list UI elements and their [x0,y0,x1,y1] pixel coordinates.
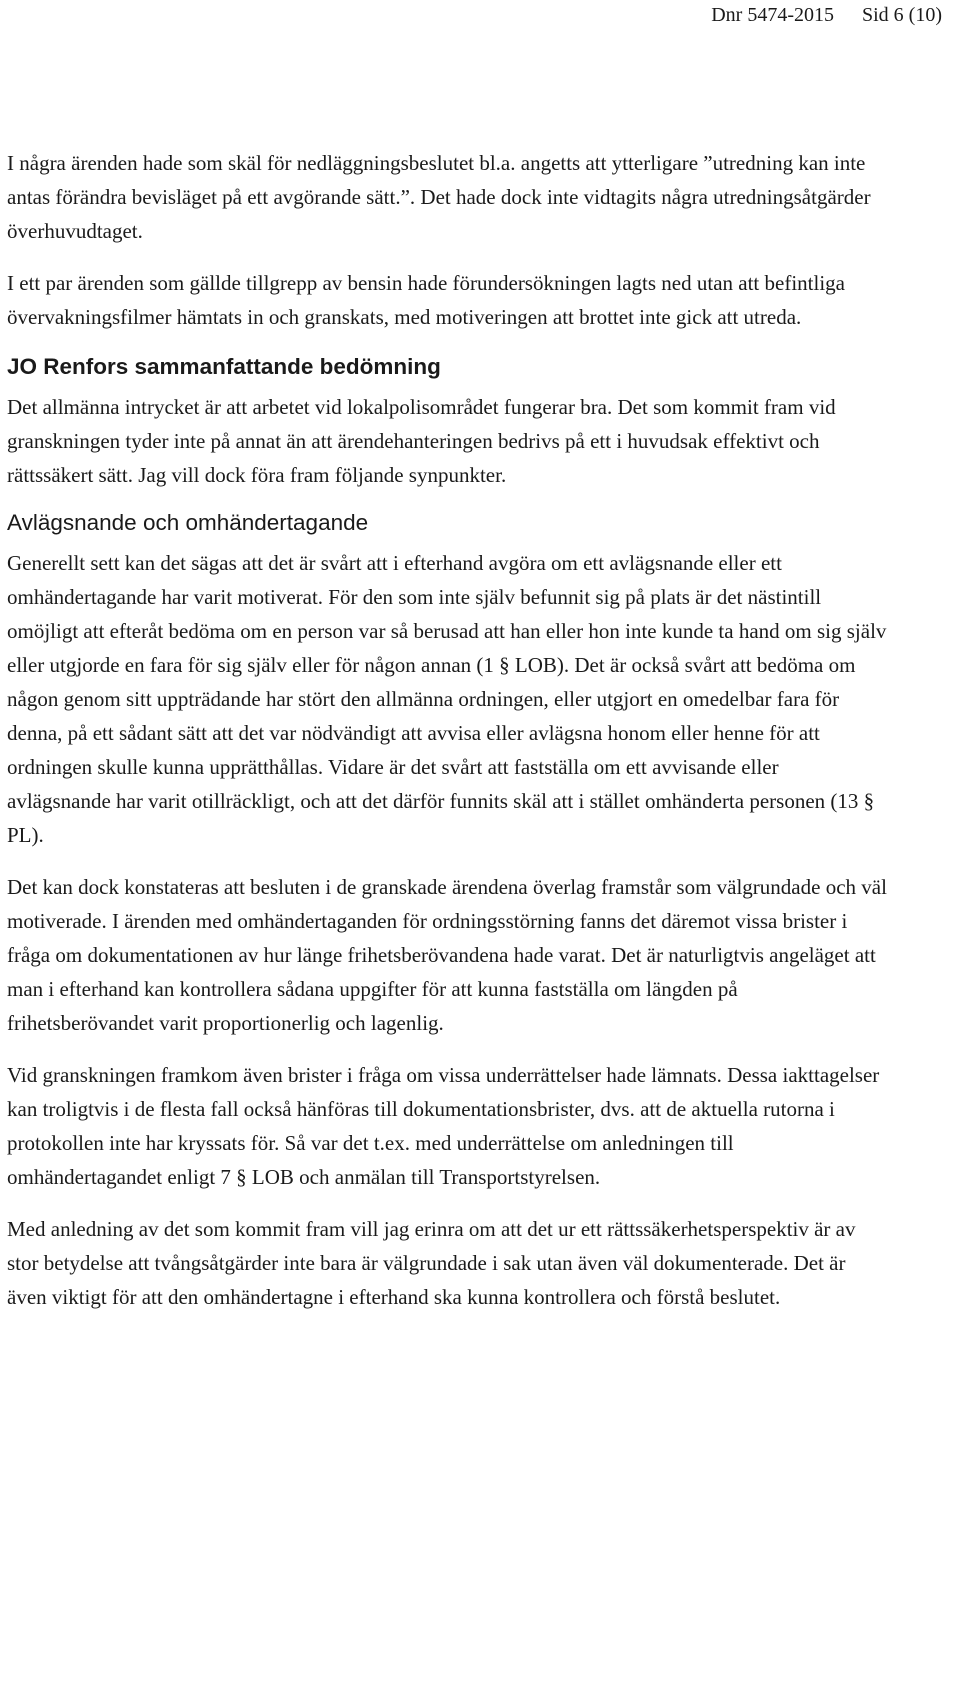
paragraph: I några ärenden hade som skäl för nedläggningsbeslutet bl.a. angetts att ytterligare ”utredning kan inte antas förändra bevisläget på ett avgörande sätt.”. Det hade dock inte vidtagits några utredningsåtgärder överhuvudtaget. [7,151,871,243]
page-header [711,2,942,28]
paragraph: Det kan dock konstateras att besluten i de granskade ärendena överlag framstår som välgrundade och väl motiverade. I ärenden med omhändertaganden för ordningsstörning fanns det däremot vissa brister i fråga om dokumentationen av hur länge frihetsberövandena hade varat. Det är naturligtvis angeläget att man i efterhand kan kontrollera sådana uppgifter för att kunna fastställa om längden på frihetsberövandet varit proportionerlig och lagenlig. [7,875,887,1035]
paragraph: Vid granskningen framkom även brister i fråga om vissa underrättelser hade lämnats. Dessa iakttagelser kan troligtvis i de flesta fall också hänföras till dokumentationsbrister, dvs. att de aktuella rutorna i protokollen inte har kryssats för. Så var det t.ex. med underrättelse om anledningen till omhändertagandet enligt 7 § LOB och anmälan till Transportstyrelsen. [7,1063,880,1189]
case-number: Dnr 5474-2015 [711,4,834,26]
subsection-heading: Avlägsnande och omhändertagande [7,510,369,535]
paragraph: I ett par ärenden som gällde tillgrepp av bensin hade förundersökningen lagts ned utan att befintliga övervakningsfilmer hämtats in och granskats, med motiveringen att brottet inte gick att utreda. [7,271,845,329]
document-body [7,146,887,1314]
paragraph: Generellt sett kan det sägas att det är svårt att i efterhand avgöra om ett avlägsnande eller ett omhändertagande har varit motiverat. För den som inte själv befunnit sig på plats är det nästintill omöjligt att efteråt bedöma om en person var så berusad att han eller hon inte kunde ta hand om sig själv eller utgjorde en fara för sig själv eller för någon annan (1 § LOB). Det är också svårt att bedöma om någon genom sitt uppträdande har stört den allmänna ordningen, eller utgjort en omedelbar fara för denna, på ett sådant sätt att det var nödvändigt att avvisa eller avlägsna honom eller henne för att ordningen skulle kunna upprätthållas. Vidare är det svårt att fastställa om ett avvisande eller avlägsnande har varit otillräckligt, och att det därför funnits skäl att i stället omhänderta personen (13 § PL). [7,551,887,847]
section-heading: JO Renfors sammanfattande bedömning [7,354,441,379]
paragraph: Med anledning av det som kommit fram vill jag erinra om att det ur ett rättssäkerhetsperspektiv är av stor betydelse att tvångsåtgärder inte bara är välgrundade i sak utan även väl dokumenterade. Det är även viktigt för att den omhändertagne i efterhand ska kunna kontrollera och förstå beslutet. [7,1217,856,1309]
page-number: Sid 6 (10) [862,4,942,26]
paragraph: Det allmänna intrycket är att arbetet vid lokalpolisområdet fungerar bra. Det som kommit fram vid granskningen tyder inte på annat än att ärendehanteringen bedrivs på ett i huvudsak effektivt och rättssäkert sätt. Jag vill dock föra fram följande synpunkter. [7,395,836,487]
